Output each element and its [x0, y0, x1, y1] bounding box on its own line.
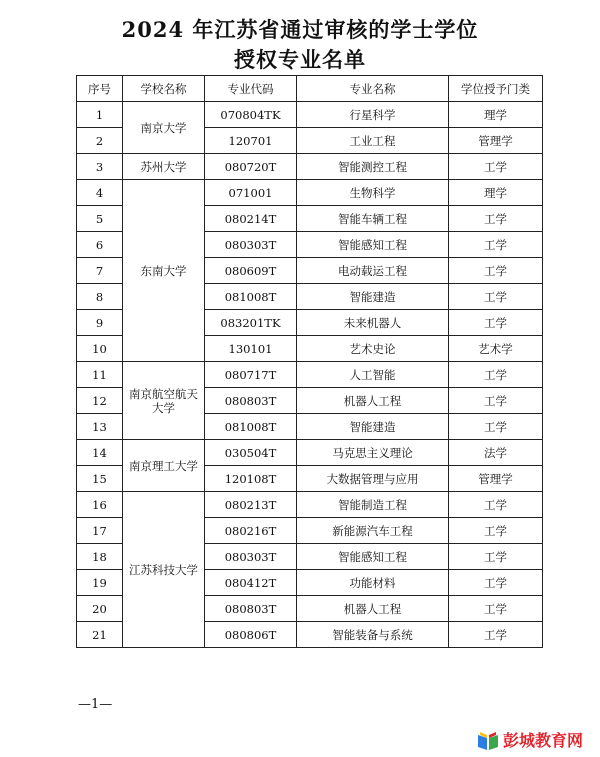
table-row	[77, 492, 543, 518]
major-name-cell: 工业工程	[297, 128, 449, 154]
table-row	[77, 154, 543, 180]
degree-category-cell: 工学	[449, 492, 543, 518]
row-index-cell: 17	[77, 518, 123, 544]
degree-category-cell: 管理学	[449, 466, 543, 492]
header-major: 专业名称	[297, 76, 449, 102]
row-index-cell: 4	[77, 180, 123, 206]
degree-category-cell: 工学	[449, 596, 543, 622]
major-code-cell: 130101	[205, 336, 297, 362]
major-name-cell: 电动载运工程	[297, 258, 449, 284]
major-name-cell: 机器人工程	[297, 596, 449, 622]
degree-category-cell: 工学	[449, 154, 543, 180]
header-index: 序号	[77, 76, 123, 102]
row-index-cell: 2	[77, 128, 123, 154]
degree-category-cell: 管理学	[449, 128, 543, 154]
degree-category-cell: 艺术学	[449, 336, 543, 362]
major-name-cell: 智能制造工程	[297, 492, 449, 518]
major-code-cell: 080609T	[205, 258, 297, 284]
major-code-cell: 070804TK	[205, 102, 297, 128]
major-name-cell: 智能建造	[297, 414, 449, 440]
watermark	[476, 728, 583, 751]
school-name-cell: 江苏科技大学	[123, 492, 205, 648]
major-name-cell: 智能装备与系统	[297, 622, 449, 648]
page-title-line-2: 授权专业名单	[234, 47, 366, 72]
row-index-cell: 12	[77, 388, 123, 414]
degree-category-cell: 工学	[449, 518, 543, 544]
row-index-cell: 8	[77, 284, 123, 310]
major-name-cell: 智能感知工程	[297, 232, 449, 258]
degree-category-cell: 工学	[449, 570, 543, 596]
major-code-cell: 080412T	[205, 570, 297, 596]
row-index-cell: 18	[77, 544, 123, 570]
major-code-cell: 120108T	[205, 466, 297, 492]
row-index-cell: 20	[77, 596, 123, 622]
page-number: —1—	[78, 697, 113, 712]
major-code-cell: 081008T	[205, 414, 297, 440]
row-index-cell: 19	[77, 570, 123, 596]
degree-category-cell: 工学	[449, 544, 543, 570]
major-name-cell: 新能源汽车工程	[297, 518, 449, 544]
major-name-cell: 智能测控工程	[297, 154, 449, 180]
major-code-cell: 080803T	[205, 388, 297, 414]
major-code-cell: 080214T	[205, 206, 297, 232]
table-row	[77, 362, 543, 388]
major-name-cell: 行星科学	[297, 102, 449, 128]
page-title-line-1: 2024 年江苏省通过审核的学士学位	[121, 17, 479, 42]
major-code-cell: 080303T	[205, 232, 297, 258]
watermark-text: 彭城教育网	[503, 731, 584, 750]
major-code-cell: 081008T	[205, 284, 297, 310]
degree-category-cell: 工学	[449, 414, 543, 440]
degree-category-cell: 理学	[449, 180, 543, 206]
major-code-cell: 120701	[205, 128, 297, 154]
row-index-cell: 15	[77, 466, 123, 492]
major-name-cell: 人工智能	[297, 362, 449, 388]
header-category: 学位授予门类	[449, 76, 543, 102]
degree-category-cell: 工学	[449, 232, 543, 258]
major-list-table	[76, 75, 543, 648]
row-index-cell: 9	[77, 310, 123, 336]
major-code-cell: 080303T	[205, 544, 297, 570]
major-code-cell: 030504T	[205, 440, 297, 466]
major-name-cell: 智能感知工程	[297, 544, 449, 570]
row-index-cell: 11	[77, 362, 123, 388]
major-code-cell: 080213T	[205, 492, 297, 518]
table-row	[77, 102, 543, 128]
major-code-cell: 071001	[205, 180, 297, 206]
degree-category-cell: 工学	[449, 362, 543, 388]
table-row	[77, 440, 543, 466]
major-name-cell: 未来机器人	[297, 310, 449, 336]
header-school: 学校名称	[123, 76, 205, 102]
major-name-cell: 大数据管理与应用	[297, 466, 449, 492]
table-body	[77, 102, 543, 648]
table-header-row	[77, 76, 543, 102]
row-index-cell: 7	[77, 258, 123, 284]
major-name-cell: 艺术史论	[297, 336, 449, 362]
school-name-cell: 苏州大学	[123, 154, 205, 180]
row-index-cell: 3	[77, 154, 123, 180]
row-index-cell: 16	[77, 492, 123, 518]
degree-category-cell: 工学	[449, 388, 543, 414]
major-code-cell: 080717T	[205, 362, 297, 388]
degree-category-cell: 工学	[449, 258, 543, 284]
major-code-cell: 080216T	[205, 518, 297, 544]
degree-category-cell: 工学	[449, 310, 543, 336]
row-index-cell: 6	[77, 232, 123, 258]
major-code-cell: 080803T	[205, 596, 297, 622]
major-name-cell: 智能车辆工程	[297, 206, 449, 232]
row-index-cell: 10	[77, 336, 123, 362]
book-logo-icon	[476, 729, 500, 751]
major-name-cell: 智能建造	[297, 284, 449, 310]
row-index-cell: 13	[77, 414, 123, 440]
major-code-cell: 080720T	[205, 154, 297, 180]
row-index-cell: 14	[77, 440, 123, 466]
school-name-cell: 南京航空航天大学	[123, 362, 205, 440]
degree-category-cell: 工学	[449, 284, 543, 310]
school-name-cell: 南京理工大学	[123, 440, 205, 492]
school-name-cell: 南京大学	[123, 102, 205, 154]
degree-category-cell: 法学	[449, 440, 543, 466]
degree-category-cell: 工学	[449, 622, 543, 648]
major-name-cell: 功能材料	[297, 570, 449, 596]
row-index-cell: 21	[77, 622, 123, 648]
major-name-cell: 马克思主义理论	[297, 440, 449, 466]
major-name-cell: 机器人工程	[297, 388, 449, 414]
table-row	[77, 180, 543, 206]
degree-category-cell: 理学	[449, 102, 543, 128]
degree-category-cell: 工学	[449, 206, 543, 232]
school-name-cell: 东南大学	[123, 180, 205, 362]
row-index-cell: 1	[77, 102, 123, 128]
major-name-cell: 生物科学	[297, 180, 449, 206]
header-code: 专业代码	[205, 76, 297, 102]
row-index-cell: 5	[77, 206, 123, 232]
major-code-cell: 080806T	[205, 622, 297, 648]
major-code-cell: 083201TK	[205, 310, 297, 336]
